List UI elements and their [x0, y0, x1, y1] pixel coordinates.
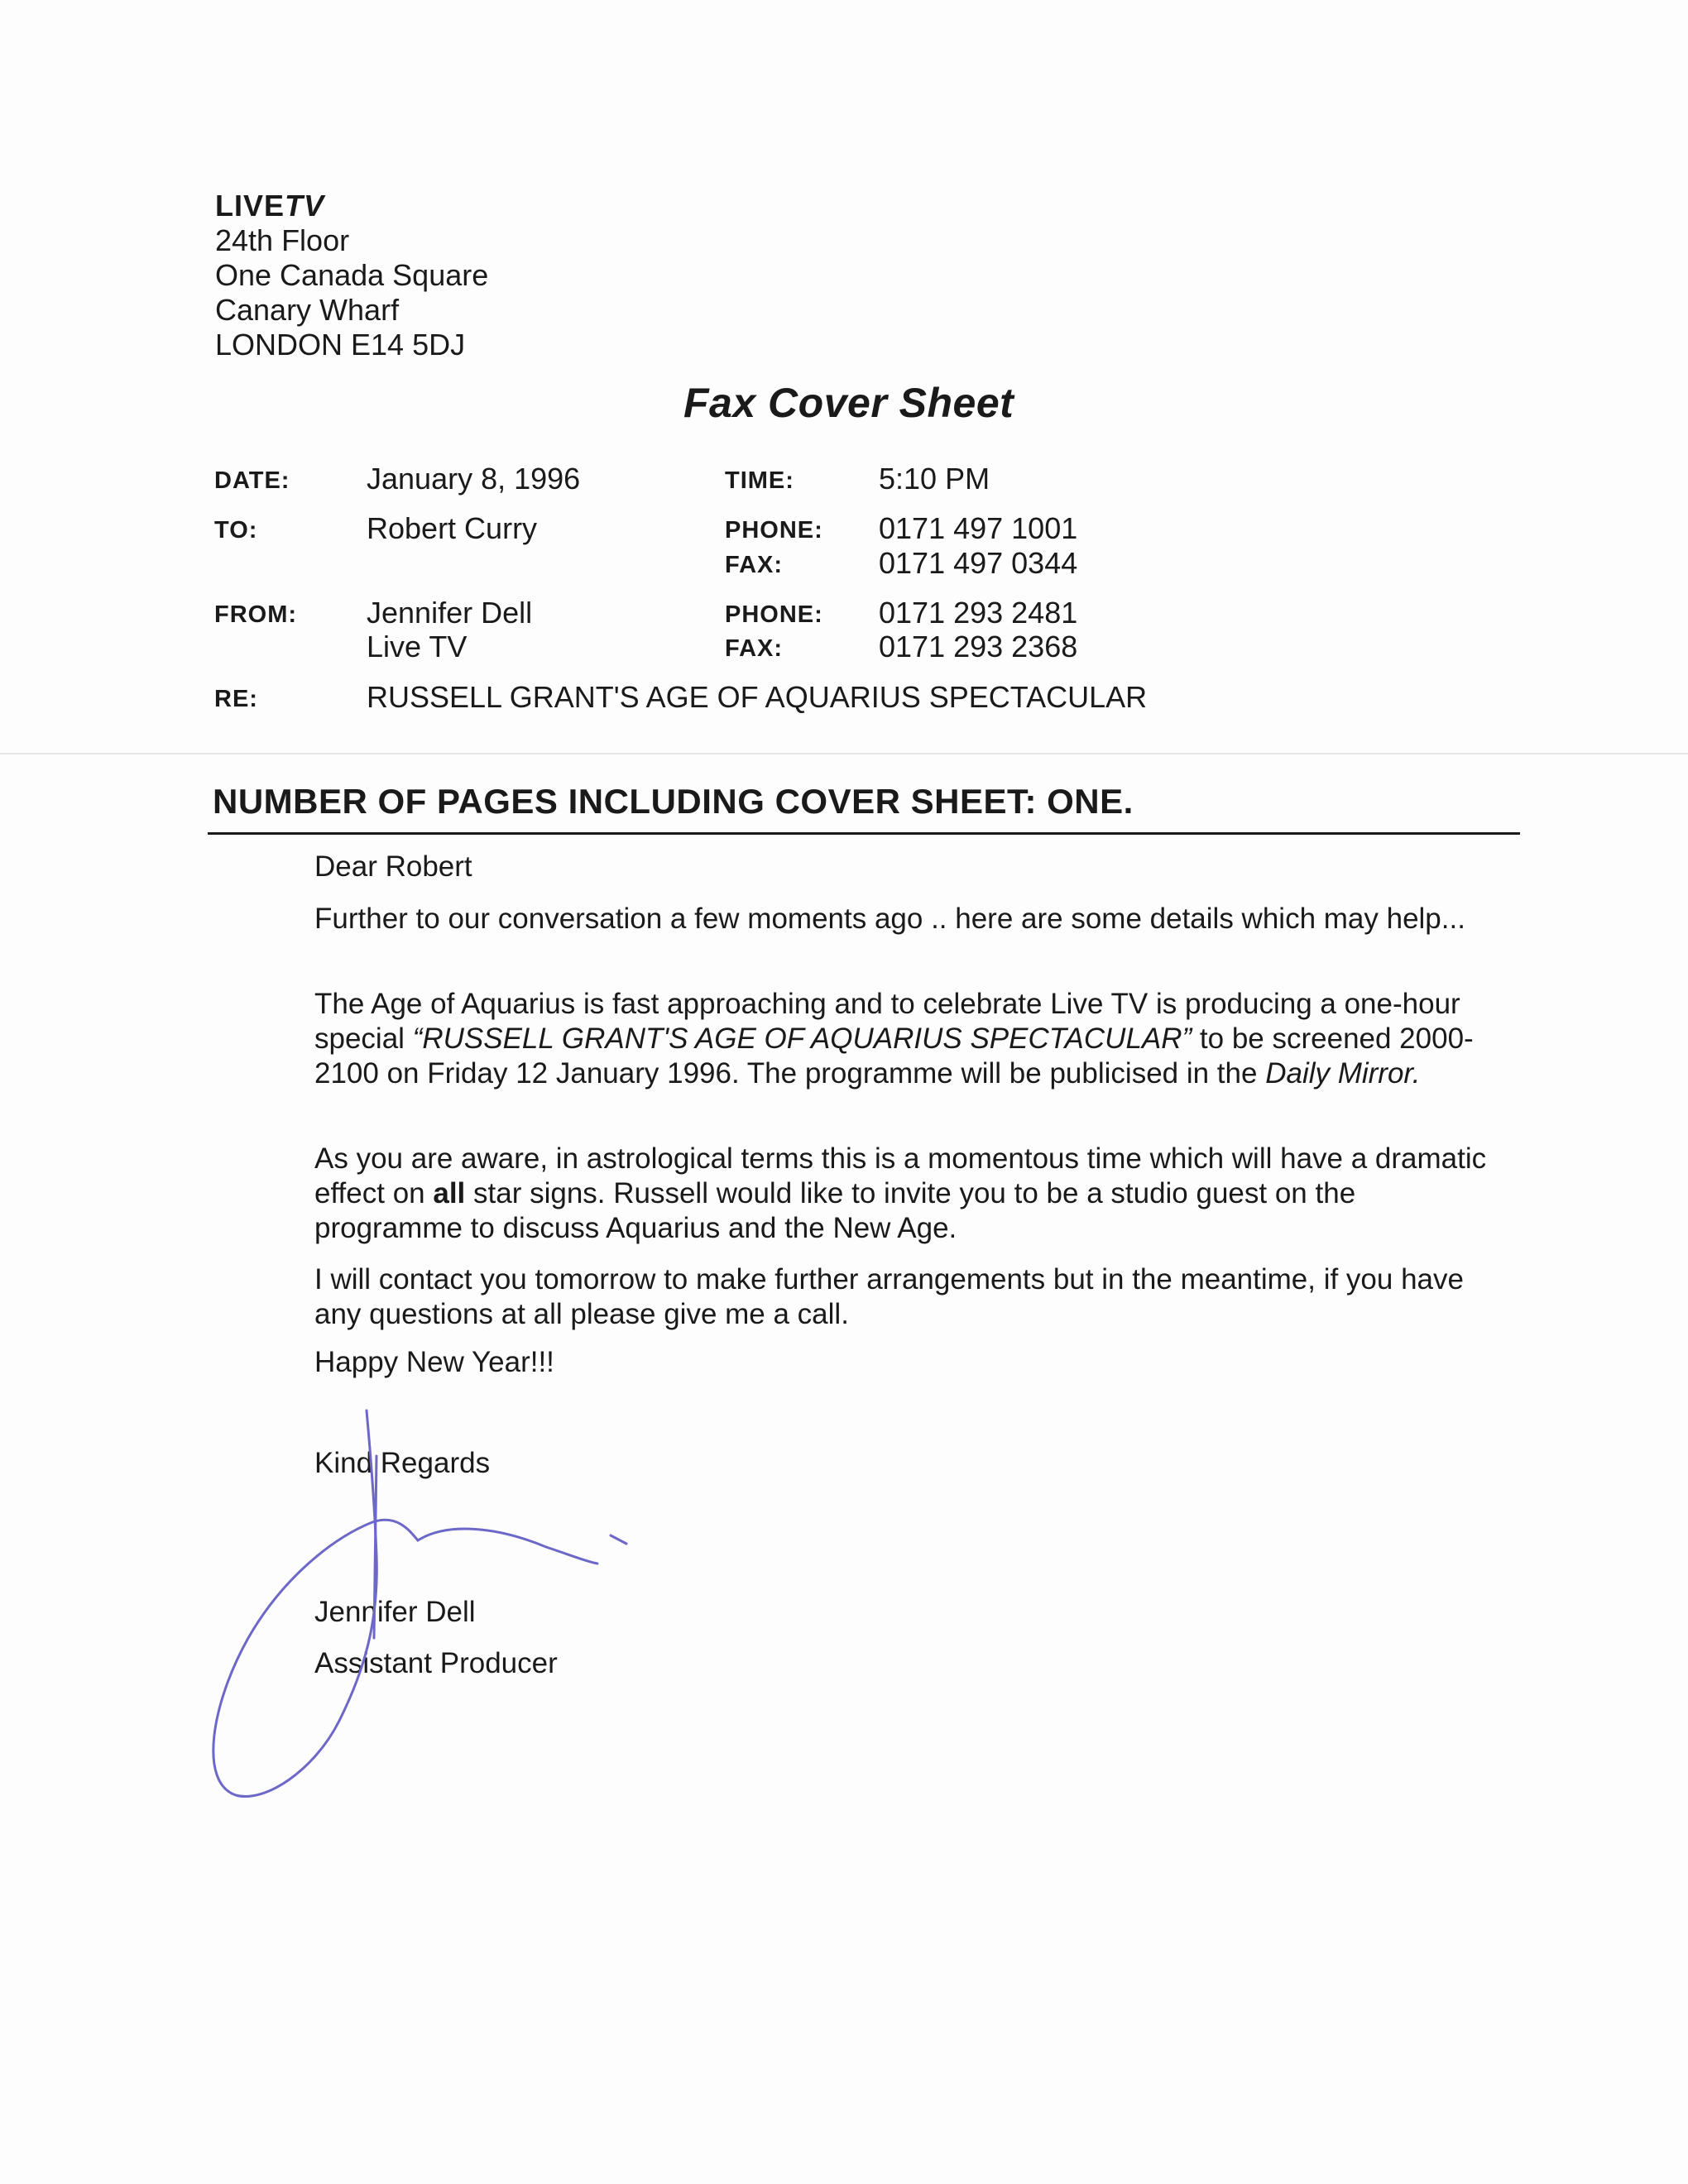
from-label: FROM:: [214, 601, 298, 628]
date-label: DATE:: [214, 467, 290, 494]
sender-name: [215, 189, 488, 223]
paragraph-1-text: Further to our conversation a few moments ago .. here are some details which may help...: [314, 903, 1465, 935]
paragraph-3: [314, 1142, 1506, 1246]
address-line-1: 24th Floor: [215, 223, 350, 257]
to-fax-label: FAX:: [725, 552, 784, 578]
to-fax-value: 0171 497 0344: [879, 546, 1078, 580]
from-fax-value: 0171 293 2368: [879, 630, 1078, 663]
heading-rule: [208, 832, 1520, 835]
from-name: Jennifer Dell: [367, 596, 533, 630]
salutation: Dear Robert: [314, 850, 472, 883]
sender-block: [215, 189, 488, 362]
sender-name-italic: TV: [285, 189, 325, 223]
emphasis-all: all: [433, 1177, 466, 1209]
paragraph-5: Happy New Year!!!: [314, 1346, 554, 1378]
time-value: 5:10 PM: [879, 462, 990, 496]
re-value: RUSSELL GRANT'S AGE OF AQUARIUS SPECTACULAR: [367, 680, 1148, 714]
re-label: RE:: [214, 686, 258, 712]
paragraph-3-text: [314, 1142, 1506, 1246]
paragraph-4-text: I will contact you tomorrow to make further arrangements but in the meantime, if you have any questions at all please give me a call.: [314, 1263, 1464, 1330]
paragraph-3-part-b: star signs. Russell would like to invite you to be a studio guest on the programme to discuss Aquarius and the New Age.: [314, 1177, 1356, 1244]
paragraph-2-part-b: to be screened 2000-2100 on Friday 12 January 1996. The programme will be publicised in the: [314, 1023, 1474, 1090]
signer-title: Assistant Producer: [314, 1647, 558, 1679]
from-phone-label: PHONE:: [725, 601, 823, 628]
time-label: TIME:: [725, 467, 794, 494]
pages-heading: NUMBER OF PAGES INCLUDING COVER SHEET: ONE.: [213, 782, 1134, 821]
to-phone-value: 0171 497 1001: [879, 511, 1078, 545]
scan-line: [0, 753, 1688, 754]
from-org: Live TV: [367, 630, 468, 663]
from-fax-label: FAX:: [725, 635, 784, 662]
paragraph-3-part-a: As you are aware, in astrological terms this is a momentous time which will have a dramatic effect on: [314, 1142, 1487, 1209]
paragraph-2: [314, 987, 1506, 1091]
signer-name: Jennifer Dell: [314, 1596, 476, 1628]
from-phone-value: 0171 293 2481: [879, 596, 1078, 630]
newspaper-name: Daily Mirror.: [1265, 1057, 1421, 1090]
to-phone-label: PHONE:: [725, 517, 823, 544]
paragraph-2-part-a: The Age of Aquarius is fast approaching and to celebrate Live TV is producing a one-hour special: [314, 988, 1460, 1055]
to-label: TO:: [214, 517, 258, 544]
paragraph-4: [314, 1262, 1506, 1332]
sender-name-plain: LIVE: [215, 189, 285, 223]
paragraph-1: [314, 902, 1506, 936]
address-line-3: Canary Wharf: [215, 293, 400, 327]
address-line-2: One Canada Square: [215, 258, 489, 292]
page-title: Fax Cover Sheet: [683, 380, 1014, 426]
date-value: January 8, 1996: [367, 462, 581, 496]
closing: Kind Regards: [314, 1447, 491, 1479]
paragraph-2-text: [314, 987, 1506, 1091]
programme-title: “RUSSELL GRANT'S AGE OF AQUARIUS SPECTACULAR”: [412, 1023, 1192, 1055]
address-line-4: LONDON E14 5DJ: [215, 328, 466, 362]
to-value: Robert Curry: [367, 511, 538, 545]
